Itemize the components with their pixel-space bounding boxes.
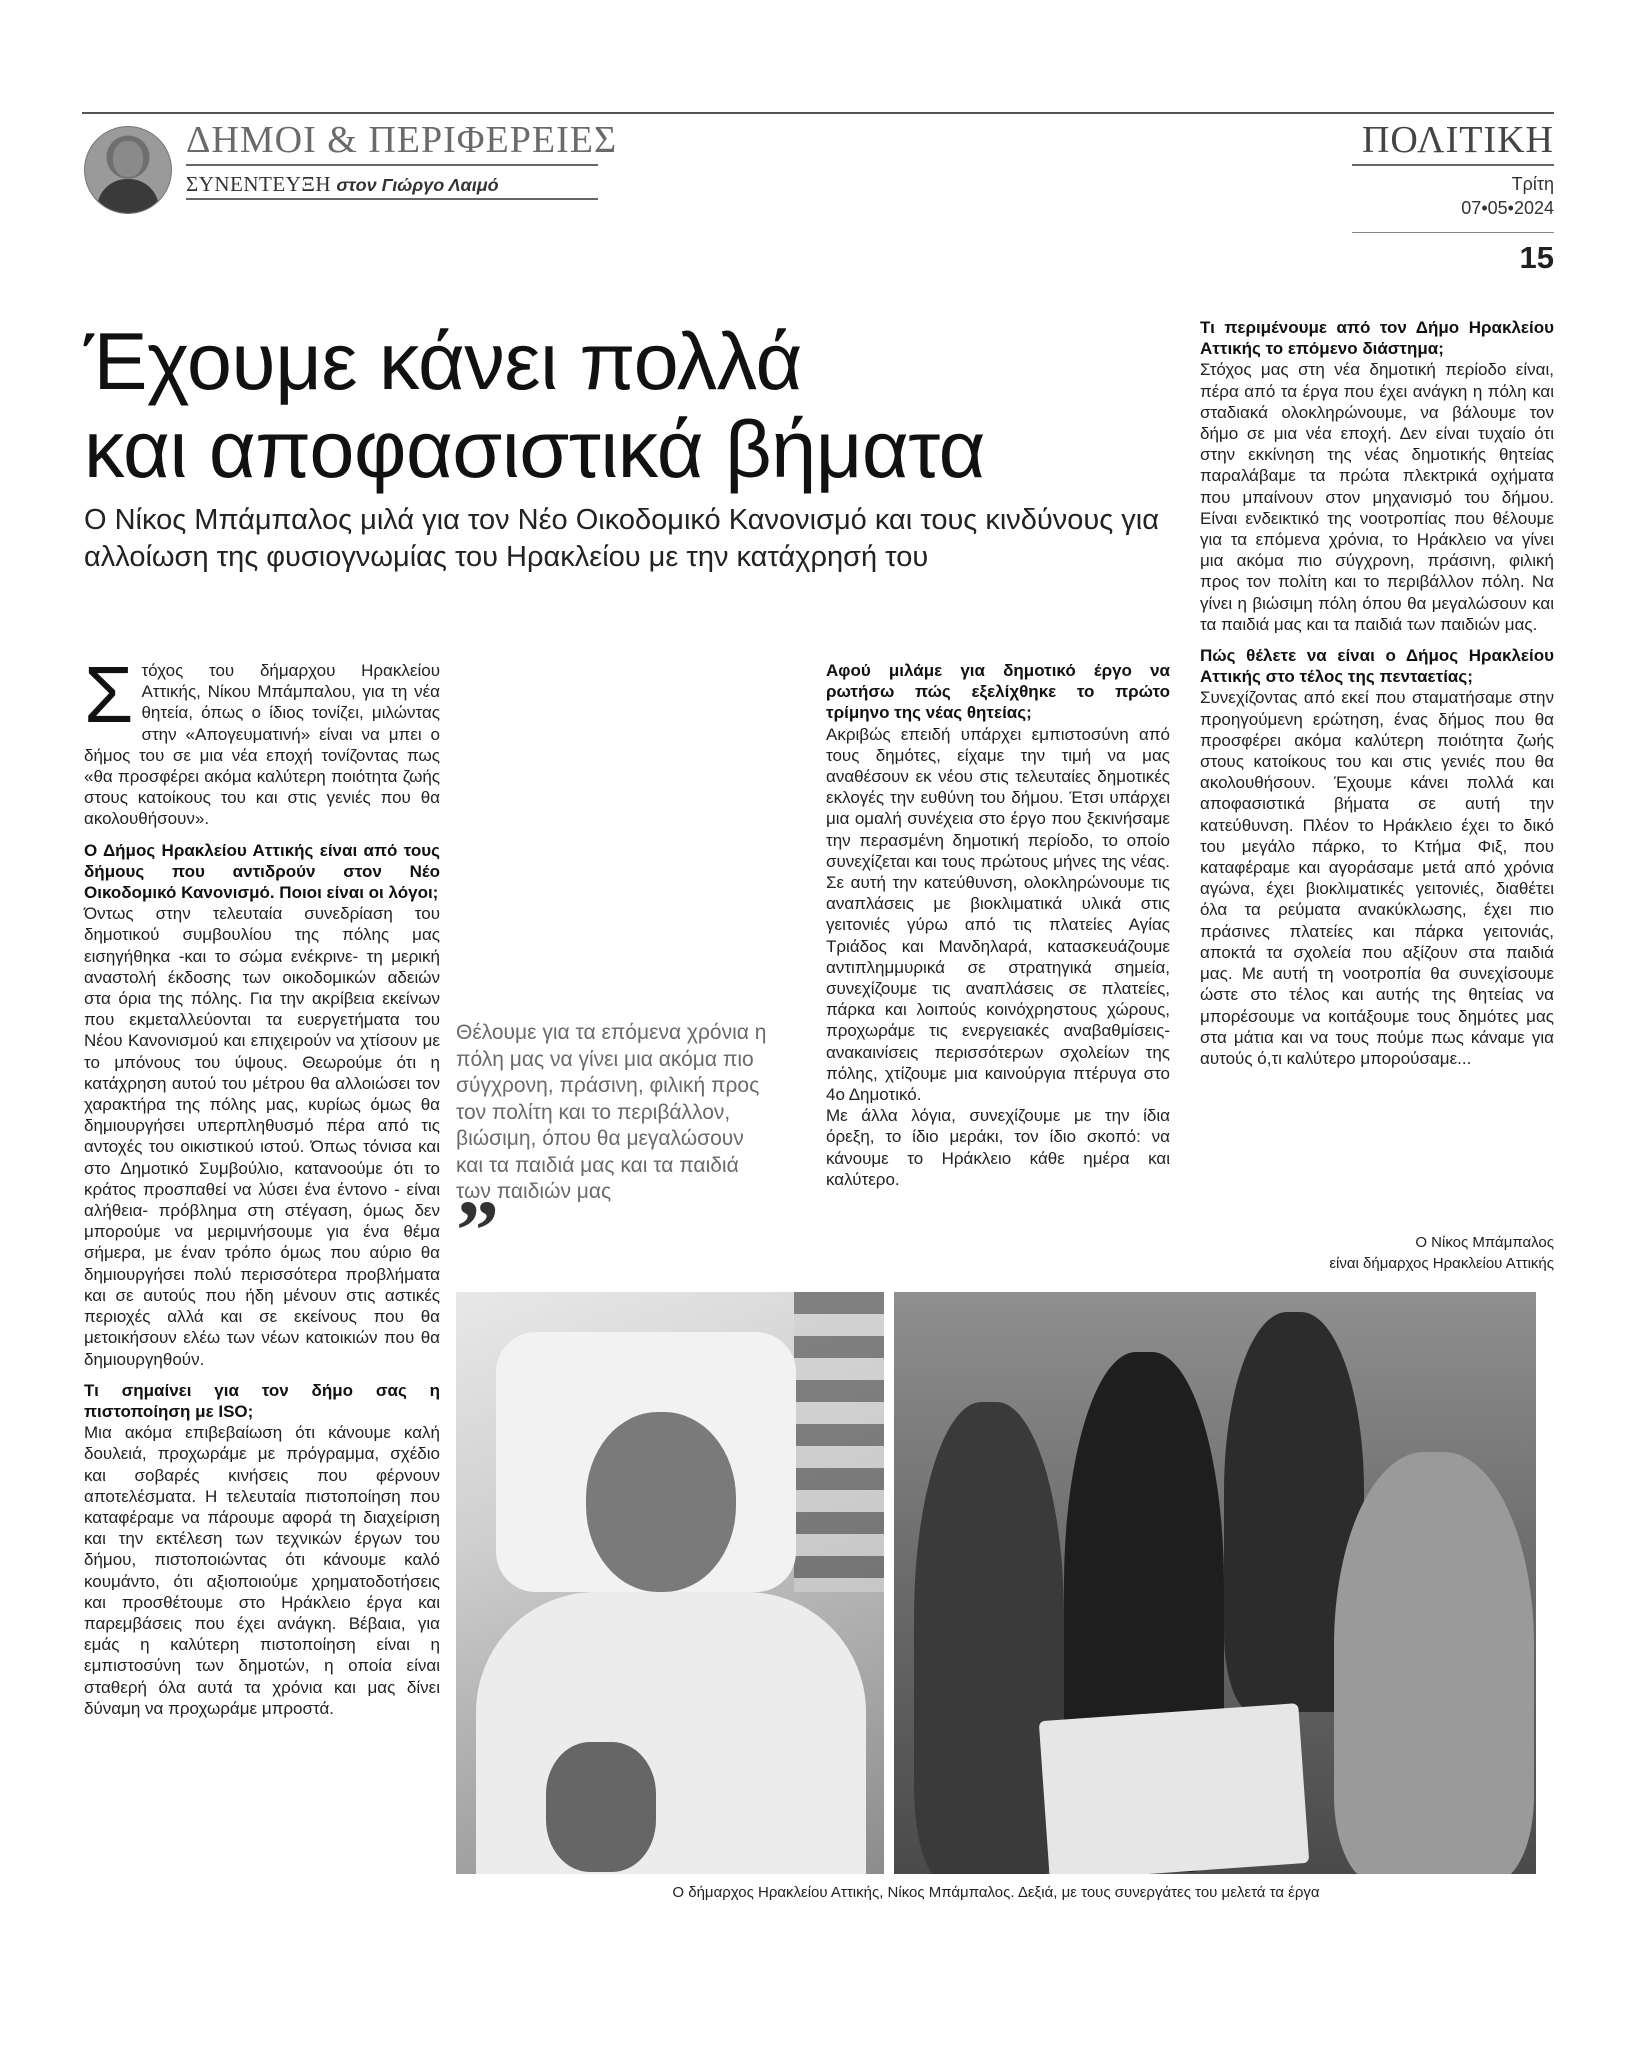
answer-1: Όντως στην τελευταία συνεδρίαση του δημοτικού συμβουλίου της πόλης μας εισηγήθηκα -και το σώμα ενέκρινε- τη μερική αναστολή έκδοσης των οικοδομικών αδειών στα όρια της πόλης. Για την ακρίβεια εκείνων που εκμεταλλεύονται τα ευεργετήματα του Νέου Κανονισμού και επιχειρούν να χτίσουν με το μπόνους του ύψους. Θεωρούμε ότι η κατάχρηση αυτού του μέτρου θα αλλοιώσει τον χαρακτήρα της πόλης μας, κυρίως όμως θα δημιουργήσει υπερπληθυσμό πέρα από τις αντοχές του οικιστικού ιστού. Όπως τόνισα και στο Δημοτικό Συμβούλιο, κατανοούμε ότι το κράτος προσπαθεί να λύσει ένα έντονο - είναι αλήθεια- πρόβλημα στη στέγαση, όμως δεν μπορούμε να μεριμνήσουμε για ένα θέμα σήμερα, με έναν τρόπο όμως που αύριο θα δημιουργήσει πολύ περισσότερα προβλήματα και σε αυτούς που ήδη μένουν στις αστικές περιοχές αλλά και σε εκείνους που θα μετοικήσουν ελέω των νέων κατοικιών που θα δημιουργηθούν. [84,904,440,1369]
category-title: ΠΟΛΙΤΙΚΗ [1361,119,1554,161]
section-rule [186,164,598,166]
author-avatar [84,126,172,214]
article-column-3 [826,660,1170,1190]
pull-quote: Θέλουμε για τα επόμενα χρόνια η πόλη μας να γίνει μια ακόμα πιο σύγχρονη, πράσινη, φιλική προς τον πολίτη και το περιβάλλον, βιώσιμη, όπου θα μεγαλώσουν και τα παιδιά μας και τα παιδιά των παιδιών μας [456,1021,767,1203]
page-number-rule [1352,232,1554,233]
subheadline: Ο Νίκος Μπάμπαλος μιλά για τον Νέο Οικοδομικό Κανονισμό και τους κινδύνους για αλλοίωση της φυσιογνωμίας του Ηρακλείου με την κατάχρησή του [84,504,1160,573]
headline [84,318,1144,494]
team-meeting-photo [894,1292,1536,1874]
signature-role: είναι δήμαρχος Ηρακλείου Αττικής [1329,1255,1554,1272]
question-5: Πώς θέλετε να είναι ο Δήμος Ηρακλείου Αττικής στο τέλος της πενταετίας; [1200,646,1554,687]
question-2: Τι σημαίνει για τον δήμο σας η πιστοποίηση με ISO; [84,1380,440,1421]
question-1: Ο Δήμος Ηρακλείου Αττικής είναι από τους δήμους που αντιδρούν στον Νέο Οικοδομικό Κανονισμό. Ποιοι είναι οι λόγοι; [84,840,440,903]
section-title: ΔΗΜΟΙ & ΠΕΡΙΦΕΡΕΙΕΣ [186,119,618,161]
interview-byline [186,172,499,197]
answer-2: Μια ακόμα επιβεβαίωση ότι κάνουμε καλή δουλειά, προχωράμε με πρόγραμμα, σχέδιο και σοβαρές κινήσεις που φέρνουν αποτελέσματα. Η τελευταία πιστοποίηση που καταφέραμε να πάρουμε αφορά τη διαχείριση και την εκτέλεση των τεχνικών έργων του δήμου, πιστοποιώντας ότι κάνουμε καλό κουμάντο, ότι αξιοποιούμε χρηματοδοτήσεις και προσθέτουμε στο Ηράκλειο έργα και παρεμβάσεις που έχει ανάγκη. Βέβαια, για εμάς η καλύτερη πιστοποίηση είναι η εμπιστοσύνη των δημοτών, η οποία είναι σταθερή όλα αυτά τα χρόνια και μας δίνει δύναμη να προχωράμε μπροστά. [84,1423,440,1718]
quote-mark-icon: ” [456,1182,499,1278]
article-column-1 [84,650,440,1719]
page-number: 15 [1519,240,1554,275]
issue-date: 07•05•2024 [1461,198,1554,218]
category-rule [1352,164,1554,166]
author-signature [1329,1232,1554,1274]
intro-paragraph [84,650,440,830]
photo-caption: Ο δήμαρχος Ηρακλείου Αττικής, Νίκος Μπάμπαλος. Δεξιά, με τους συνεργάτες του μελετά τα έργα [672,1884,1320,1901]
drop-cap: Σ [84,650,134,739]
answer-5: Συνεχίζοντας από εκεί που σταματήσαμε στην προηγούμενη ερώτηση, ένας δήμος που θα προσφέρει ακόμα καλύτερη ποιότητα ζωής στους κατοίκους του και στις γενιές που θα ακολουθήσουν. Έχουμε κάνει πολλά και αποφασιστικά βήματα σε αυτή την κατεύθυνση. Πλέον το Ηράκλειο έχει το δικό του μεγάλο πάρκο, το Κτήμα Φιξ, που καταφέραμε και αγοράσαμε μετά από χρόνια αγώνα, έχει βιοκλιματικές γειτονιές, διαθέτει όλα τα ρεύματα ανακύκλωσης, έχει πιο πράσινες πλατείες και πάρκα γειτονιάς, αποκτά τα σχολεία που αξίζουν στα παιδιά μας. Με αυτή τη νοοτροπία θα συνεχίσουμε ώστε στο τέλος και αυτής της θητείας να μπορέσουμε να κοιτάξουμε τους δημότες μας στα μάτια και να τους πούμε πως κάναμε για αυτούς ό,τι καλύτερο μπορούσαμε... [1200,688,1554,1068]
byline-rule [186,198,598,200]
interviewer: στον Γιώργο Λαιμό [336,175,499,195]
question-4: Τι περιμένουμε από τον Δήμο Ηρακλείου Αττικής το επόμενο διάστημα; [1200,318,1554,359]
question-3: Αφού μιλάμε για δημοτικό έργο να ρωτήσω πώς εξελίχθηκε το πρώτο τρίμηνο της νέας θητείας; [826,661,1170,723]
signature-name: Ο Νίκος Μπάμπαλος [1415,1234,1554,1251]
answer-3a: Ακριβώς επειδή υπάρχει εμπιστοσύνη από τους δημότες, είχαμε την τιμή να μας αναθέσουν εκ νέου στις τελευταίες δημοτικές εκλογές την ευθύνη του δήμου. Έτσι υπάρχει μια ομαλή συνέχεια στο έργο που ξεκινήσαμε την περασμένη δημοτική περίοδο, το οποίο συνεχίζεται και τους πρώτους μήνες της νέας. Σε αυτή την κατεύθυνση, ολοκληρώνουμε τις αναπλάσεις με βιοκλιματικά υλικά στις γειτονιές γύρω από τις πλατείες Αγίας Τριάδος και Μανδηλαρά, κατασκευάζουμε αντιπλημμυρικά σε στρατηγικά σημεία, συνεχίζουμε τις αναπλάσεις σε πλατείες, πάρκα και λοιπούς κοινόχρηστους χώρους, προχωράμε τις ενεργειακές αναβαθμίσεις-ανακαινίσεις περισσότερων σχολείων της πόλης, χτίζουμε μια καινούργια πτέρυγα στο 4ο Δημοτικό. [826,724,1170,1105]
mayor-portrait-photo [456,1292,884,1874]
intro-text: τόχος του δήμαρχου Ηρακλείου Αττικής, Νίκου Μπάμπαλου, για τη νέα θητεία, όπως ο ίδιος τονίζει, μιλώντας στην «Απογευματινή» είναι να μπει ο δήμος του σε μια νέα εποχή τονίζοντας πως «θα προσφέρει ακόμα καλύτερη ποιότητα ζωής στους κατοίκους του και στις γενιές που θα ακολουθήσουν». [84,661,440,829]
interview-label: ΣΥΝΕΝΤΕΥΞΗ [186,172,332,196]
issue-day: Τρίτη [1511,174,1554,194]
answer-4: Στόχος μας στη νέα δημοτική περίοδο είναι, πέρα από τα έργα που έχει ανάγκη η πόλη και σταδιακά ολοκληρώνουμε, να βάλουμε τον δήμο σε μια νέα εποχή. Δεν είναι τυχαίο ότι στην εκκίνηση της νέας δημοτικής θητείας παραλάβαμε τα πρώτα πλεκτρικά οχήματα που μπαίνουν στον μηχανισμό του δήμου. Είναι ενδεικτικό της νοοτροπίας που θέλουμε για τα επόμενα χρόνια, το Ηράκλειο να γίνει μια ακόμα πιο σύγχρονη, πράσινη, φιλική προς τον πολίτη και το περιβάλλον πόλη. Να γίνει η βιώσιμη πόλη όπου θα μεγαλώσουν και τα παιδιά μας και τα παιδιά των παιδιών μας. [1200,360,1554,634]
article-column-4 [1200,317,1554,1069]
headline-line-2: και αποφασιστικά βήματα [84,405,985,495]
headline-line-1: Έχουμε κάνει πολλά [84,317,802,407]
header-rule [82,112,1554,114]
answer-3b: Με άλλα λόγια, συνεχίζουμε με την ίδια όρεξη, το ίδιο μεράκι, τον ίδιο σκοπό: να κάνουμε το Ηράκλειο κάθε ημέρα και καλύτερο. [826,1106,1170,1189]
